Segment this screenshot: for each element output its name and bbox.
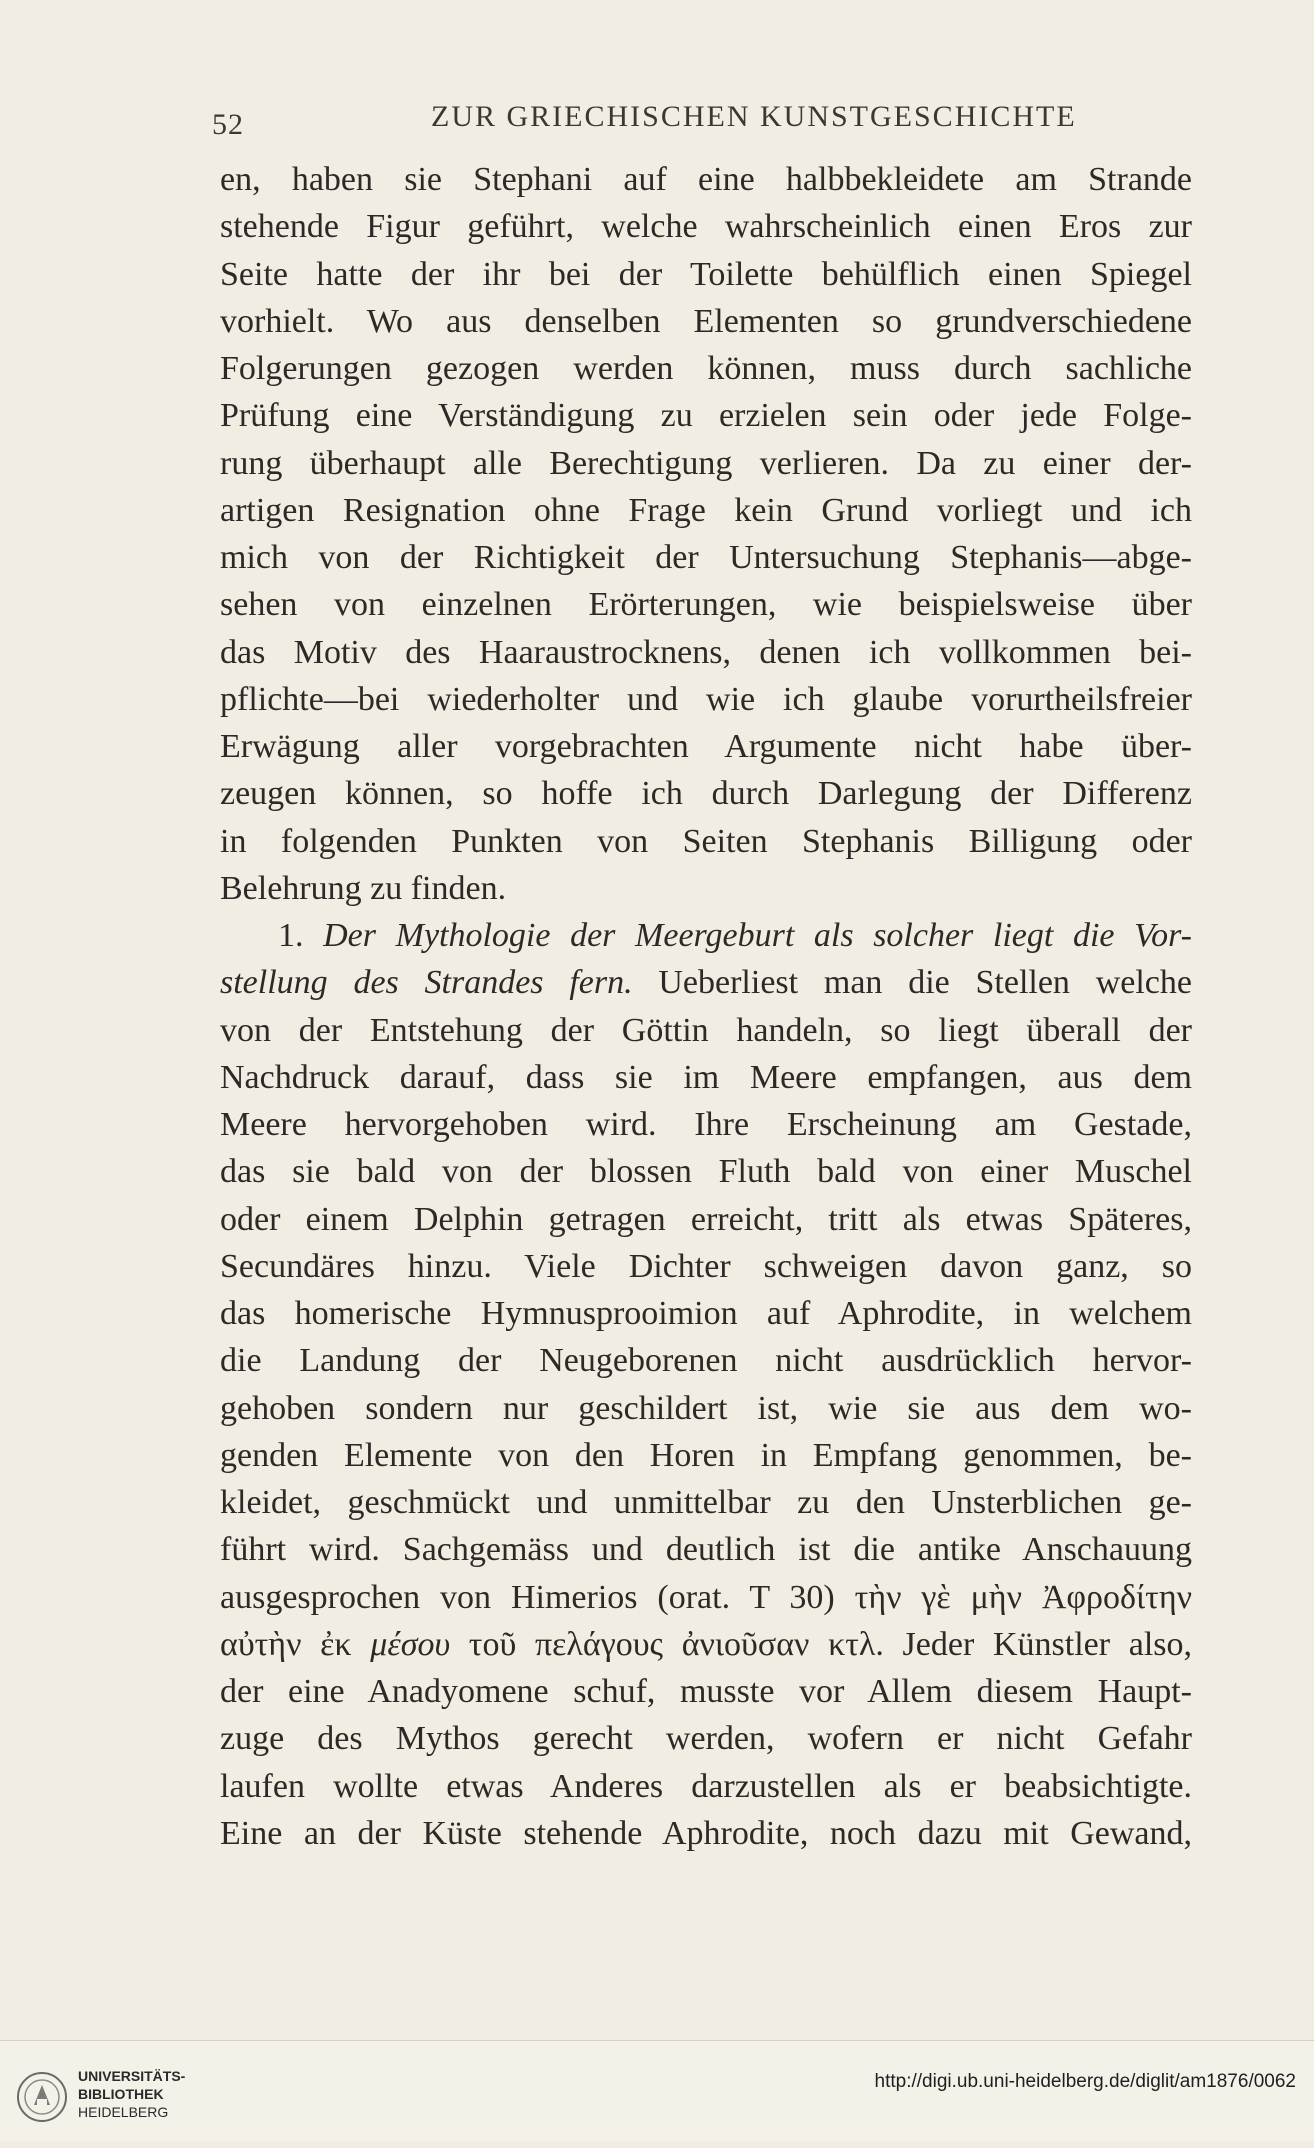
text-line: ausgesprochen von Himerios (orat. T 30) τὴν γὲ μὴν Ἀφροδίτην [220,1578,1192,1616]
section-number: 1. [278,917,304,954]
text-line: Seite hatte der ihr bei der Toilette behülflich einen Spiegel [220,255,1192,293]
source-url-link[interactable]: http://digi.ub.uni-heidelberg.de/diglit/am1876/0062 [874,2071,1296,2092]
section-heading: Der Mythologie der Meergeburt als solcher liegt die Vor- [323,917,1192,954]
text-line: rung überhaupt alle Berechtigung verlieren. Da zu einer der- [220,444,1192,482]
text-line: führt wird. Sachgemäss und deutlich ist die antike Anschauung [220,1531,1192,1569]
text-line: zuge des Mythos gerecht werden, wofern er nicht Gefahr [220,1720,1192,1758]
text-line: gehoben sondern nur geschildert ist, wie sie aus dem wo- [220,1389,1192,1427]
text-line: die Landung der Neugeborenen nicht ausdrücklich hervor- [220,1342,1192,1380]
text-line: das sie bald von der blossen Fluth bald von einer Muschel [220,1153,1192,1191]
section-heading-line [220,912,1192,959]
library-name [78,2067,185,2121]
text-line: pflichte—bei wiederholter und wie ich glaube vorurtheilsfreier [220,680,1192,718]
text-line: Belehrung zu finden. [220,869,507,907]
library-line-3: HEIDELBERG [78,2104,169,2120]
text-line: der eine Anadyomene schuf, musste vor Allem diesem Haupt- [220,1673,1192,1710]
text-line: Eine an der Küste stehende Aphrodite, noch dazu mit Gewand, [220,1814,1192,1852]
text-line: in folgenden Punkten von Seiten Stephanis Billigung oder [220,822,1192,860]
section-heading-line [220,959,1192,1006]
text-line: das Motiv des Haaraustrocknens, denen ich vollkommen bei- [220,633,1192,671]
text-line: en, haben sie Stephani auf eine halbbekleidete am Strande [220,161,1192,198]
library-line-1: UNIVERSITÄTS- [78,2068,186,2084]
text-line: stehende Figur geführt, welche wahrscheinlich einen Eros zur [220,208,1192,246]
greek-quote-cont: τοῦ πελάγους ἀνιοῦσαν κτλ. Jeder Künstler also, [450,1625,1192,1663]
text-line: mich von der Richtigkeit der Untersuchung Stephanis—abge- [220,539,1192,576]
text-line: Folgerungen gezogen werden können, muss durch sachliche [220,350,1192,387]
text-line: oder einem Delphin getragen erreicht, tritt als etwas Späteres, [220,1200,1192,1238]
greek-quote: αὐτὴν ἐκ [220,1625,371,1663]
text-line: das homerische Hymnusprooimion auf Aphrodite, in welchem [220,1295,1192,1332]
text-line: genden Elemente von den Horen in Empfang genommen, be- [220,1436,1192,1474]
greek-quote-line [220,1621,1192,1668]
text-line: vorhielt. Wo aus denselben Elementen so grundverschiedene [220,302,1192,340]
text-line: Nachdruck darauf, dass sie im Meere empfangen, aus dem [220,1058,1192,1096]
page-number: 52 [212,108,244,141]
library-seal-icon [16,2069,68,2125]
text-line: von der Entstehung der Göttin handeln, so liegt überall der [220,1011,1192,1049]
page-header [212,92,1192,142]
text-line: Prüfung eine Verständigung zu erzielen sein oder jede Folge- [220,397,1192,435]
section-heading-cont: stellung des Strandes fern. [220,964,633,1002]
text-line: Secundäres hinzu. Viele Dichter schweigen davon ganz, so [220,1247,1192,1285]
text-line: Erwägung aller vorgebrachten Argumente nicht habe über- [220,728,1192,765]
greek-quote-italic: μέσου [370,1625,451,1663]
text-line: Meere hervorgehoben wird. Ihre Erscheinung am Gestade, [220,1106,1192,1143]
footer-bar [0,2040,1314,2141]
text-line: sehen von einzelnen Erörterungen, wie beispielsweise über [220,586,1192,624]
body-text [220,156,1192,1857]
text-line: laufen wollte etwas Anderes darzustellen als er beabsichtigte. [220,1767,1192,1805]
text-line: artigen Resignation ohne Frage kein Grund vorliegt und ich [220,491,1192,529]
section-text: Ueberliest man die Stellen welche [658,964,1192,1002]
text-line: zeugen können, so hoffe ich durch Darlegung der Differenz [220,775,1192,813]
running-title: ZUR GRIECHISCHEN KUNSTGESCHICHTE [431,100,1077,133]
text-line: kleidet, geschmückt und unmittelbar zu den Unsterblichen ge- [220,1484,1192,1521]
library-line-2: BIBLIOTHEK [78,2086,164,2102]
